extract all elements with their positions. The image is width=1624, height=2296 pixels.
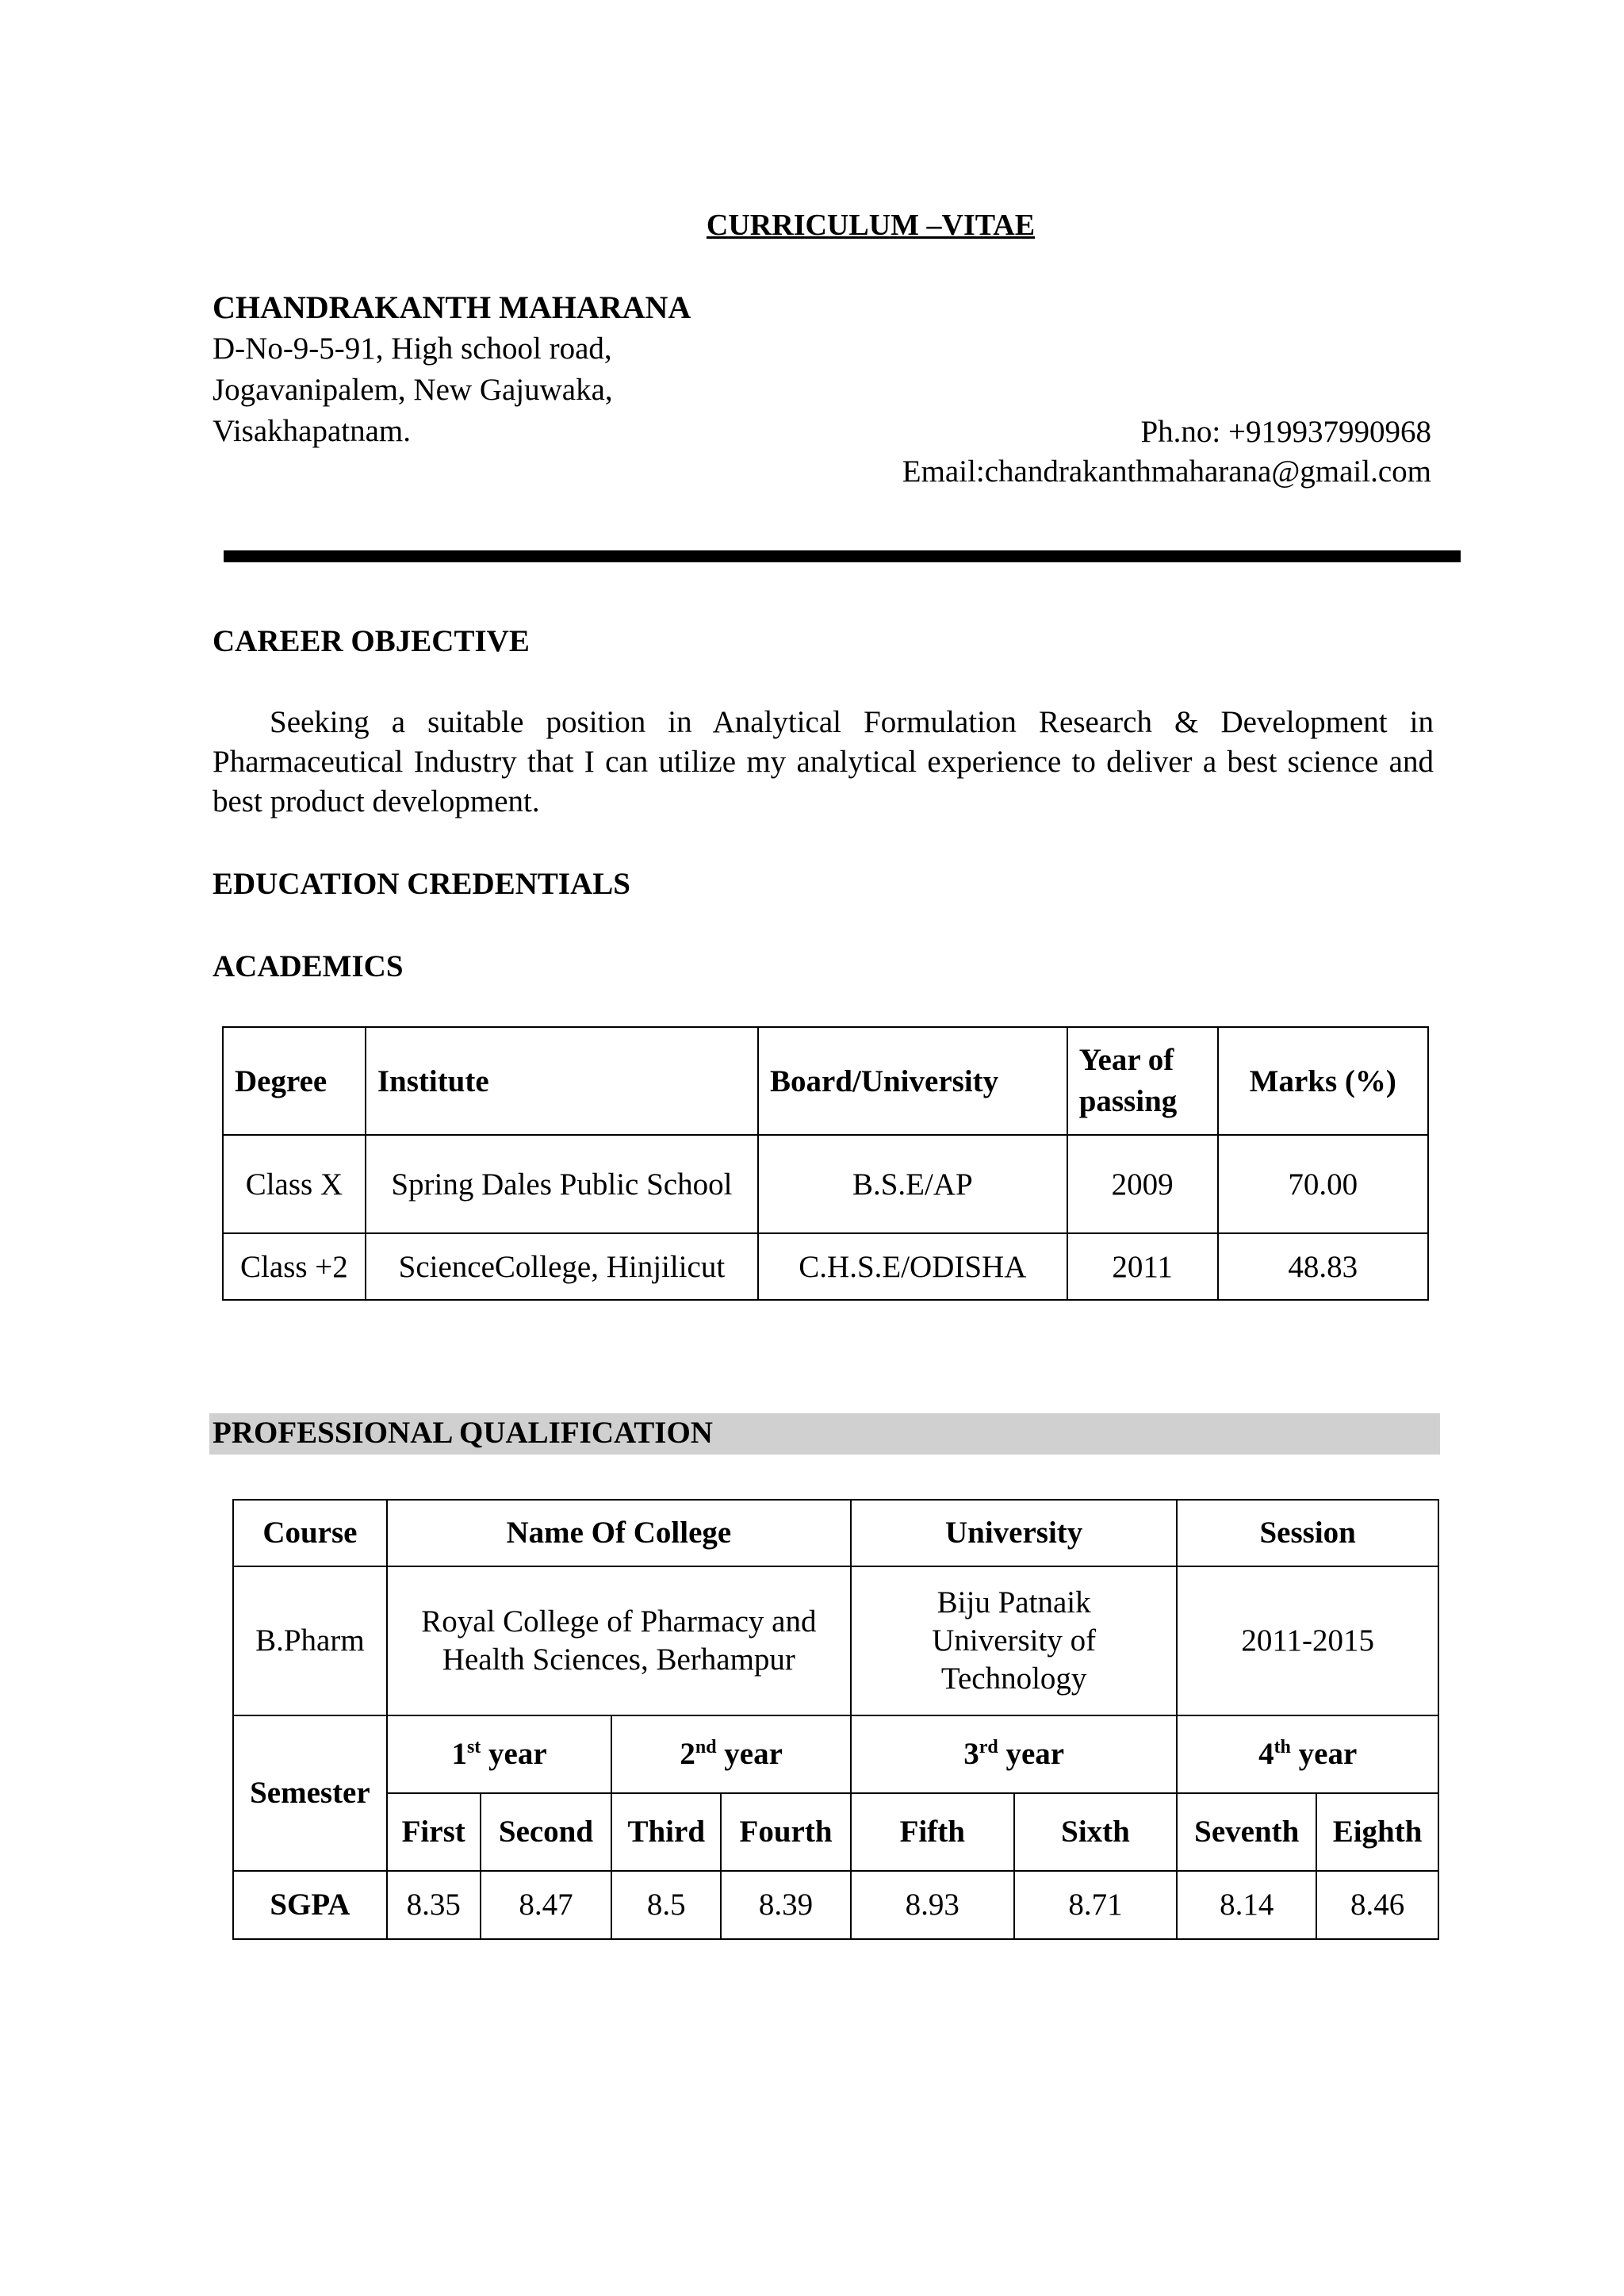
- year-header-2: 2nd year: [611, 1715, 851, 1793]
- table-row: [223, 1233, 1428, 1300]
- professional-table: [232, 1499, 1439, 1940]
- college-cell: Royal College of Pharmacy and Health Sciences, Berhampur: [387, 1566, 851, 1715]
- semester-row: [233, 1793, 1438, 1871]
- semester-header: Second: [481, 1793, 612, 1871]
- column-header: Course: [233, 1500, 387, 1566]
- table-cell: ScienceCollege, Hinjilicut: [366, 1233, 758, 1300]
- education-heading: EDUCATION CREDENTIALS: [213, 867, 630, 901]
- header-divider: [224, 550, 1461, 562]
- academics-heading: ACADEMICS: [213, 949, 404, 983]
- applicant-name: CHANDRAKANTH MAHARANA: [213, 289, 691, 325]
- table-cell: C.H.S.E/ODISHA: [758, 1233, 1067, 1300]
- column-header: Name Of College: [387, 1500, 851, 1566]
- semester-header: Sixth: [1014, 1793, 1178, 1871]
- sgpa-value: 8.93: [851, 1871, 1014, 1939]
- table-cell: Class X: [223, 1135, 366, 1233]
- year-row: [233, 1715, 1438, 1793]
- phone-number: Ph.no: +919937990968: [1140, 415, 1431, 449]
- sgpa-value: 8.39: [721, 1871, 851, 1939]
- sgpa-value: 8.71: [1014, 1871, 1178, 1939]
- semester-header: Seventh: [1177, 1793, 1316, 1871]
- semester-header: First: [387, 1793, 481, 1871]
- table-row: [223, 1135, 1428, 1233]
- year-header-3: 3rd year: [851, 1715, 1177, 1793]
- professional-header-row: [233, 1500, 1438, 1566]
- semester-header: Third: [611, 1793, 721, 1871]
- career-objective-text: Seeking a suitable position in Analytical Formulation Research & Development in Pharmaceutical Industry that I can utilize my analytical experience to deliver a best science and best product development.: [213, 705, 1434, 818]
- year-header-1: 1st year: [387, 1715, 612, 1793]
- sgpa-value: 8.5: [611, 1871, 721, 1939]
- course-cell: B.Pharm: [233, 1566, 387, 1715]
- sgpa-value: 8.46: [1316, 1871, 1438, 1939]
- semester-label: Semester: [233, 1715, 387, 1871]
- column-header: Year of passing: [1067, 1027, 1218, 1135]
- semester-header: Fifth: [851, 1793, 1014, 1871]
- career-objective-heading: CAREER OBJECTIVE: [213, 624, 530, 658]
- address-line-3: Visakhapatnam.: [213, 414, 411, 448]
- session-cell: 2011-2015: [1177, 1566, 1438, 1715]
- table-cell: 48.83: [1218, 1233, 1429, 1300]
- email-address: Email:chandrakanthmaharana@gmail.com: [902, 454, 1431, 489]
- table-cell: Class +2: [223, 1233, 366, 1300]
- column-header: Board/University: [758, 1027, 1067, 1135]
- year-header-4: 4th year: [1177, 1715, 1438, 1793]
- column-header: Marks (%): [1218, 1027, 1429, 1135]
- column-header: Session: [1177, 1500, 1438, 1566]
- column-header: Degree: [223, 1027, 366, 1135]
- address-line-2: Jogavanipalem, New Gajuwaka,: [213, 373, 613, 407]
- document-title: CURRICULUM –VITAE: [706, 209, 1036, 242]
- column-header: Institute: [366, 1027, 758, 1135]
- academics-header-row: [223, 1027, 1428, 1135]
- column-header: University: [851, 1500, 1177, 1566]
- sgpa-label: SGPA: [233, 1871, 387, 1939]
- sgpa-value: 8.14: [1177, 1871, 1316, 1939]
- table-cell: 70.00: [1218, 1135, 1429, 1233]
- table-cell: B.S.E/AP: [758, 1135, 1067, 1233]
- sgpa-row: [233, 1871, 1438, 1939]
- sgpa-value: 8.47: [481, 1871, 612, 1939]
- academics-table: [222, 1026, 1429, 1301]
- table-cell: 2011: [1067, 1233, 1218, 1300]
- semester-header: Fourth: [721, 1793, 851, 1871]
- professional-qualification-heading: PROFESSIONAL QUALIFICATION: [213, 1416, 713, 1450]
- course-row: [233, 1566, 1438, 1715]
- table-cell: 2009: [1067, 1135, 1218, 1233]
- semester-header: Eighth: [1316, 1793, 1438, 1871]
- address-line-1: D-No-9-5-91, High school road,: [213, 332, 612, 366]
- sgpa-value: 8.35: [387, 1871, 481, 1939]
- university-cell: Biju Patnaik University of Technology: [851, 1566, 1177, 1715]
- table-cell: Spring Dales Public School: [366, 1135, 758, 1233]
